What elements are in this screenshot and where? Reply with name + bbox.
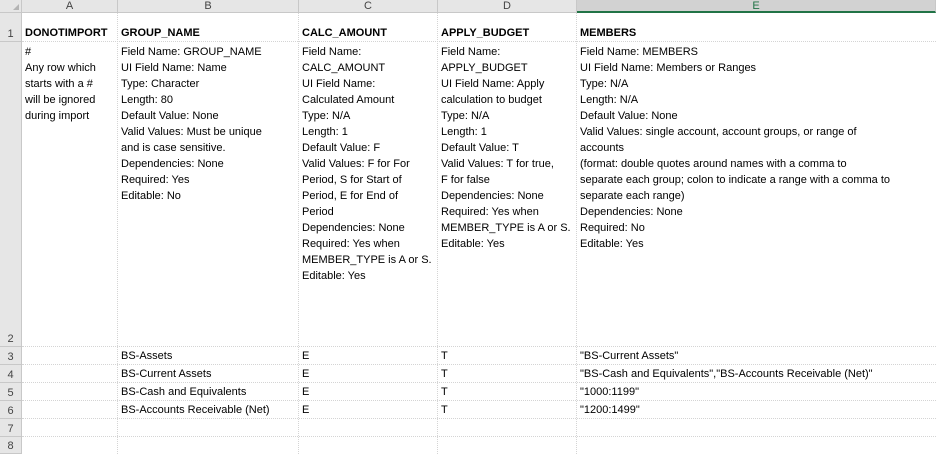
note-line: Length: 1 [441, 126, 487, 138]
row-gridline [22, 436, 936, 437]
note-line: Editable: Yes [441, 238, 505, 250]
note-line: CALC_AMOUNT [302, 62, 386, 74]
cell-c4[interactable]: E [302, 368, 310, 380]
note-line: UI Field Name: Apply [441, 78, 545, 90]
row-header-3[interactable]: 3 [0, 347, 22, 365]
cell-e1[interactable]: MEMBERS [580, 27, 637, 39]
row-header-1[interactable]: 1 [0, 13, 22, 42]
note-line: Any row which [25, 62, 96, 74]
cell-a4[interactable] [22, 365, 118, 383]
note-line: Field Name: [441, 46, 501, 58]
note-line: Type: N/A [580, 78, 629, 90]
cell-d4[interactable]: T [441, 368, 448, 380]
note-line: Editable: Yes [302, 270, 366, 282]
cell-e5[interactable]: "1000:1199" [580, 386, 639, 398]
row-header-7[interactable]: 7 [0, 419, 22, 437]
note-line: F for false [441, 174, 490, 186]
select-all-triangle-icon [13, 4, 19, 10]
note-line: calculation to budget [441, 94, 542, 106]
note-line: Length: 80 [121, 94, 173, 106]
row-header-2[interactable]: 2 [0, 42, 22, 347]
cell-d2[interactable] [438, 42, 577, 346]
cell-d3[interactable]: T [441, 350, 448, 362]
note-line: Valid Values: T for true, [441, 158, 554, 170]
note-line: Period [302, 206, 334, 218]
note-line: Editable: Yes [580, 238, 644, 250]
cell-a1[interactable]: DONOTIMPORT [25, 27, 108, 39]
note-line: # [25, 46, 32, 58]
row-header-4[interactable]: 4 [0, 365, 22, 383]
note-line: Required: No [580, 222, 645, 234]
column-header-c[interactable]: C [299, 0, 438, 13]
note-line: Calculated Amount [302, 94, 395, 106]
note-line: Required: Yes when [302, 238, 400, 250]
cell-d6[interactable]: T [441, 404, 448, 416]
row-header-5[interactable]: 5 [0, 383, 22, 401]
note-line: Default Value: None [121, 110, 219, 122]
column-header-a[interactable]: A [22, 0, 118, 13]
cell-c6[interactable]: E [302, 404, 310, 416]
note-line: Dependencies: None [580, 206, 683, 218]
cell-c2[interactable] [299, 42, 438, 346]
cell-d1[interactable]: APPLY_BUDGET [441, 27, 530, 39]
note-line: Valid Values: Must be unique [121, 126, 262, 138]
cell-c1[interactable]: CALC_AMOUNT [302, 27, 387, 39]
cell-b1[interactable]: GROUP_NAME [121, 27, 200, 39]
note-line: Period, S for Start of [302, 174, 402, 186]
note-line: accounts [580, 142, 625, 154]
cell-b6[interactable]: BS-Accounts Receivable (Net) [121, 404, 270, 416]
note-line: (format: double quotes around names with a comma to [580, 158, 847, 170]
note-line: UI Field Name: Name [121, 62, 227, 74]
cell-a5[interactable] [22, 383, 118, 401]
cell-a6[interactable] [22, 401, 118, 419]
row-header-6[interactable]: 6 [0, 401, 22, 419]
note-line: Type: N/A [302, 110, 351, 122]
cell-c3[interactable]: E [302, 350, 310, 362]
note-line: Default Value: None [580, 110, 678, 122]
cell-a2[interactable] [22, 42, 118, 346]
note-line: Field Name: MEMBERS [580, 46, 698, 58]
note-line: separate each range) [580, 190, 685, 202]
note-line: will be ignored [25, 94, 96, 106]
note-line: APPLY_BUDGET [441, 62, 528, 74]
note-line: Default Value: T [441, 142, 519, 154]
cell-b3[interactable]: BS-Assets [121, 350, 173, 362]
note-line: starts with a # [25, 78, 93, 90]
cell-b4[interactable]: BS-Current Assets [121, 368, 212, 380]
note-line: Editable: No [121, 190, 181, 202]
note-line: Length: 1 [302, 126, 348, 138]
note-line: Dependencies: None [302, 222, 405, 234]
cell-b5[interactable]: BS-Cash and Equivalents [121, 386, 247, 398]
cell-d5[interactable]: T [441, 386, 448, 398]
cell-a3[interactable] [22, 347, 118, 365]
note-line: Valid Values: single account, account groups, or range of [580, 126, 857, 138]
note-line: Type: Character [121, 78, 200, 90]
column-header-d[interactable]: D [438, 0, 577, 13]
cell-e6[interactable]: "1200:1499" [580, 404, 640, 416]
note-line: Type: N/A [441, 110, 490, 122]
note-line: Period, E for End of [302, 190, 398, 202]
select-all-corner[interactable] [0, 0, 22, 13]
column-header-b[interactable]: B [118, 0, 299, 13]
row-header-8[interactable]: 8 [0, 437, 22, 454]
cell-e3[interactable]: "BS-Current Assets" [580, 350, 679, 362]
note-line: during import [25, 110, 90, 122]
note-line: Dependencies: None [441, 190, 544, 202]
cell-e2[interactable] [577, 42, 936, 346]
cell-b2[interactable] [118, 42, 299, 346]
note-line: Required: Yes [121, 174, 190, 186]
note-line: Field Name: [302, 46, 362, 58]
note-line: Dependencies: None [121, 158, 224, 170]
note-line: Required: Yes when [441, 206, 539, 218]
note-line: UI Field Name: [302, 78, 376, 90]
note-line: Field Name: GROUP_NAME [121, 46, 262, 58]
note-line: separate each group; colon to indicate a range with a comma to [580, 174, 891, 186]
note-line: Default Value: F [302, 142, 381, 154]
cell-c5[interactable]: E [302, 386, 310, 398]
note-line: MEMBER_TYPE is A or S. [441, 222, 571, 234]
note-line: MEMBER_TYPE is A or S. [302, 254, 432, 266]
note-line: Length: N/A [580, 94, 639, 106]
column-header-e[interactable]: E [577, 0, 936, 13]
note-line: UI Field Name: Members or Ranges [580, 62, 757, 74]
note-line: Valid Values: F for For [302, 158, 410, 170]
cell-e4[interactable]: "BS-Cash and Equivalents","BS-Accounts Receivable (Net)" [580, 368, 873, 380]
note-line: and is case sensitive. [121, 142, 226, 154]
